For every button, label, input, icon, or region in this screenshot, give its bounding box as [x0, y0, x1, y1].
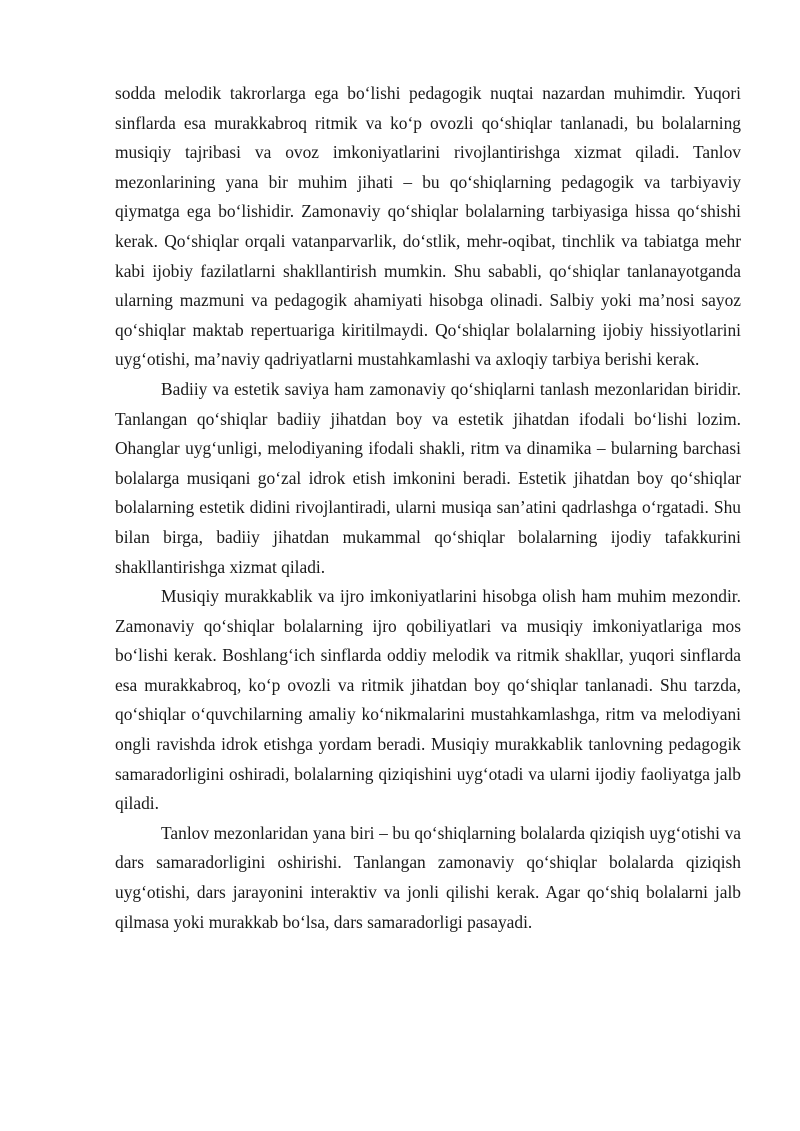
- paragraph-3: Musiqiy murakkablik va ijro imkoniyatlarini hisobga olish ham muhim mezondir. Zamonaviy qo‘shiqlar bolalarning ijro qobiliyatlari va musiqiy imkoniyatlariga mos bo‘lishi kerak. Boshlang‘ich sinflarda oddiy melodik va ritmik shakllar, yuqori sinflarda esa murakkabroq, ko‘p ovozli va ritmik jihatdan boy qo‘shiqlar tanlanadi. Shu tarzda, qo‘shiqlar o‘quvchilarning amaliy ko‘nikmalarini mustahkamlashga, ritm va melodiyani ongli ravishda idrok etishga yordam beradi. Musiqiy murakkablik tanlovning pedagogik samaradorligini oshiradi, bolalarning qiziqishini uyg‘otadi va ularni ijodiy faoliyatga jalb qiladi.: [115, 586, 741, 814]
- paragraph-2: Badiiy va estetik saviya ham zamonaviy qo‘shiqlarni tanlash mezonlaridan biridir. Tanlangan qo‘shiqlar badiiy jihatdan boy va estetik jihatdan ifodali bo‘lishi lozim. Ohanglar uyg‘unligi, melodiyaning ifodali shakli, ritm va dinamika – bularning barchasi bolalarga musiqani go‘zal idrok etish imkonini beradi. Estetik jihatdan boy qo‘shiqlar bolalarning estetik didini rivojlantiradi, ularni musiqa san’atini qadrlashga o‘rgatadi. Shu bilan birga, badiiy jihatdan mukammal qo‘shiqlar bolalarning ijodiy tafakkurini shakllantirishga xizmat qiladi.: [115, 378, 741, 577]
- document-page: [115, 79, 741, 937]
- paragraph-4: Tanlov mezonlaridan yana biri – bu qo‘shiqlarning bolalarda qiziqish uyg‘otishi va dars samaradorligini oshirishi. Tanlangan zamonaviy qo‘shiqlar bolalarda qiziqish uyg‘otishi, dars jarayonini interaktiv va jonli qilishi kerak. Agar qo‘shiq bolalarni jalb qilmasa yoki murakkab bo‘lsa, dars samaradorligi pasayadi.: [115, 822, 741, 932]
- paragraph-1: sodda melodik takrorlarga ega bo‘lishi pedagogik nuqtai nazardan muhimdir. Yuqori sinflarda esa murakkabroq ritmik va ko‘p ovozli qo‘shiqlar tanlanadi, bu bolalarning musiqiy tajribasi va ovoz imkoniyatlarini rivojlantirishga xizmat qiladi. Tanlov mezonlarining yana bir muhim jihati – bu qo‘shiqlarning pedagogik va tarbiyaviy qiymatga ega bo‘lishidir. Zamonaviy qo‘shiqlar bolalarning tarbiyasiga hissa qo‘shishi kerak. Qo‘shiqlar orqali vatanparvarlik, do‘stlik, mehr-oqibat, tinchlik va tabiatga mehr kabi ijobiy fazilatlarni shakllantirish mumkin. Shu sababli, qo‘shiqlar tanlanayotganda ularning mazmuni va pedagogik ahamiyati hisobga olinadi. Salbiy yoki ma’nosi sayoz qo‘shiqlar maktab repertuariga kiritilmaydi. Qo‘shiqlar bolalarning ijobiy hissiyotlarini uyg‘otishi, ma’naviy qadriyatlarni mustahkamlashi va axloqiy tarbiya berishi kerak.: [115, 83, 741, 370]
